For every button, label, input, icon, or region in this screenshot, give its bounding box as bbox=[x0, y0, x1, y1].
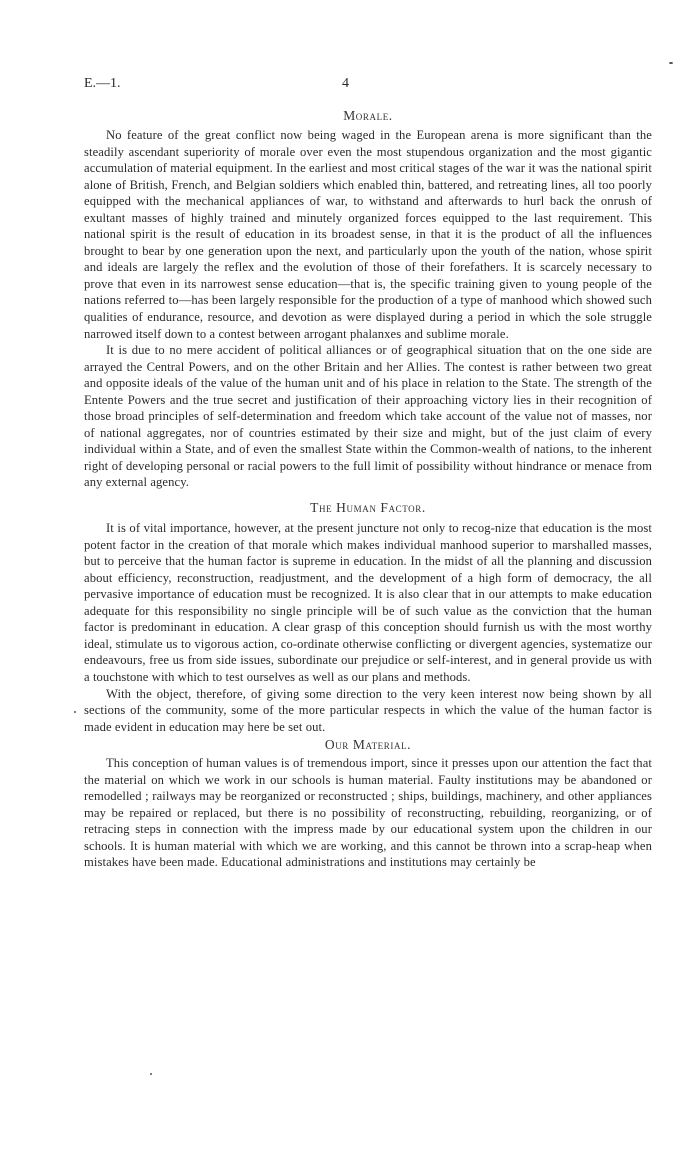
running-header bbox=[84, 76, 636, 96]
paragraph-morale-2: It is due to no mere accident of political alliances or of geographical situation that on the one side are arrayed the Central Powers, and on the other Britain and her Allies. The contest is rather between two great and opposite ideals of the value of the human unit and of his place in relation to the State. The strength of the Entente Powers and the true secret and justification of their approaching victory lies in their recognition of those broad principles of self-determination and freedom which take account of the value not of masses, nor of national aggregates, nor of countries estimated by their size and might, but of the just claim of every individual within a State, and of even the smallest State within the Common-wealth of nations, to the inherent right of developing personal or racial powers to the full limit of possibility without hindrance or menace from any external agency. bbox=[84, 343, 652, 490]
section-heading-morale: Morale. bbox=[343, 108, 393, 123]
paragraph-human-factor-1: It is of vital importance, however, at the present juncture not only to recog-nize that education is the most potent factor in the creation of that morale which makes individual manhood superior to marshalled masses, but to perceive that the human factor is supreme in education. In the midst of all the planning and discussion about efficiency, reconstruction, readjustment, and the development of a high form of democracy, the all pervasive importance of education must be recognized. It is also clear that in our attempts to make education adequate for this responsibility no single principle will be of such value as the conviction that the human factor is predominant in education. A clear grasp of this conception should furnish us with the most worthy ideal, stimulate us to vigorous action, co-ordinate otherwise conflicting or divergent agencies, systematize our endeavours, free us from side issues, subordinate our prejudice or self-interest, and in general provide us with a touchstone with which to test ourselves as well as our plans and methods. bbox=[84, 521, 652, 684]
document-code: E.—1. bbox=[84, 76, 121, 91]
scan-speck bbox=[150, 1073, 152, 1075]
paragraph-our-material-1: This conception of human values is of tremendous import, since it presses upon our attention the fact that the material on which we work in our schools is human material. Faulty institutions may be abandoned or remodelled ; railways may be reorganized or reconstructed ; ships, buildings, machinery, and other appliances may be repaired or replaced, but there is no possibility of reconstructing, rebuilding, reorganizing, or of retracing steps in connection with the impress made by our educational system upon the children in our schools. It is human material with which we are working, and this cannot be thrown into a scrap-heap when mistakes have been made. Educational administrations and institutions may certainly be bbox=[84, 756, 652, 870]
paragraph-human-factor-2: With the object, therefore, of giving some direction to the very keen interest now being shown by all sections of the community, some of the more particular respects in which the value of the human factor is made evident in education may here be set out. bbox=[84, 686, 652, 734]
scan-speck bbox=[669, 62, 673, 64]
body-text bbox=[84, 106, 652, 871]
page-number: 4 bbox=[342, 76, 349, 91]
scan-speck bbox=[74, 711, 76, 713]
paragraph-morale-1: No feature of the great conflict now being waged in the European arena is more significant than the steadily ascendant superiority of morale over even the most stupendous organization and the most gigantic accumulation of material equipment. In the earliest and most critical stages of the war it was the national spirit alone of British, French, and Belgian soldiers which enabled thin, battered, and retreating lines, all too poorly equipped with the mechanical appliances of war, to withstand and afterwards to hurl back the onrush of exultant masses of highly trained and minutely organized forces equipped to the last requirement. This national spirit is the result of education in its broadest sense, in that it is the product of all the influences brought to bear by one generation upon the next, and particularly upon the youth of the nation, whose spirit and ideals are largely the reflex and the evolution of those of their forefathers. It is scarcely necessary to prove that even in its narrowest sense education—that is, the specific training given to young people of the nations referred to—has been largely responsible for the production of a type of manhood which showed such qualities of endurance, resource, and devotion as were displayed during a period in which the sole struggle narrowed itself down to a contest between arrogant phalanxes and sublime morale. bbox=[84, 128, 652, 341]
section-heading-our-material: Our Material. bbox=[324, 737, 412, 753]
section-heading-human-factor: The Human Factor. bbox=[310, 500, 426, 516]
